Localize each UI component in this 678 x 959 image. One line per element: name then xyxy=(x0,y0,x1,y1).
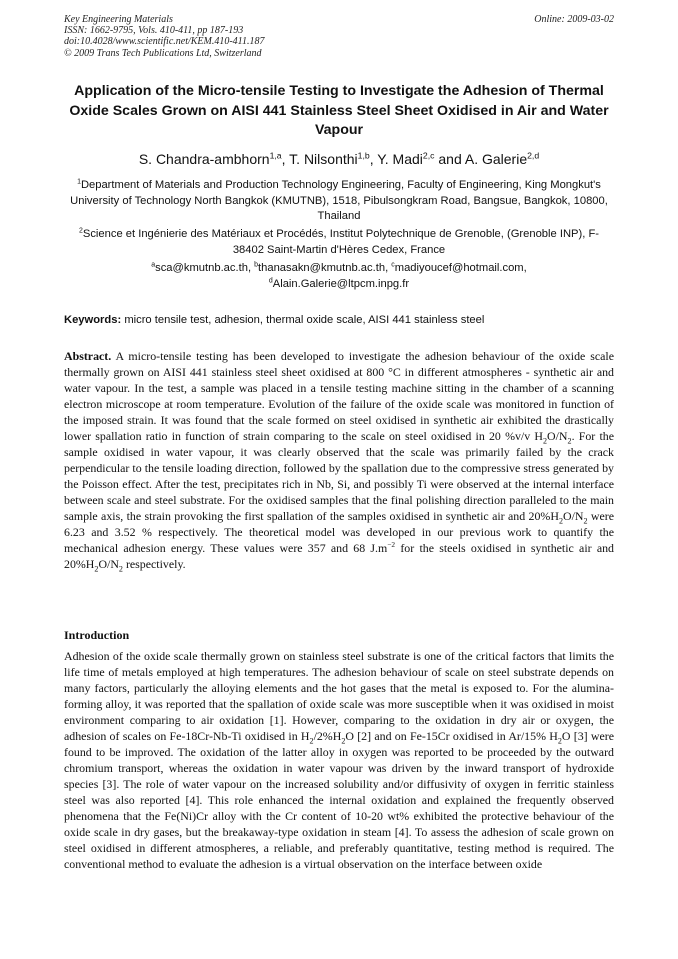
author-affiliation-mark: 1,b xyxy=(357,150,370,161)
author-name: A. Galerie xyxy=(464,151,528,167)
subscript: 2 xyxy=(558,516,563,526)
email-separator: , xyxy=(385,262,392,274)
author-separator: , xyxy=(281,151,290,167)
affiliation-1 xyxy=(64,178,614,225)
subscript: 2 xyxy=(309,736,314,746)
subscript: 2 xyxy=(567,436,572,446)
author-affiliation-mark: 2,d xyxy=(527,150,540,161)
affiliation-2 xyxy=(64,227,614,258)
copyright-line: © 2009 Trans Tech Publications Ltd, Switzerland xyxy=(64,47,262,59)
author-affiliation-mark: 2,c xyxy=(422,150,435,161)
abstract-text: O/N xyxy=(98,557,119,571)
online-date: Online: 2009-03-02 xyxy=(534,14,614,25)
author-name: S. Chandra-ambhorn xyxy=(138,151,270,167)
abstract-text: A micro-tensile testing has been developed to investigate the adhesion behaviour of the oxide scale thermally grown on AISI 441 stainless steel sheet oxidised at 800 °C in different atmospheres - synthetic air and water vapour. In the test, a sample was placed in a tensile testing machine sitting in the chamber of a scanning electron microscope at room temperature. Evolution of the failure of the oxide scale was monitored in function of the imposed strain. It was found that the scale formed on steel oxidised in synthetic air exhibited the drastically lower spallation ratio in function of strain comparing to the scale on steel oxidised in 20 %v/v H xyxy=(64,349,614,443)
author-separator: , xyxy=(369,151,378,167)
issn-line: ISSN: 1662-9795, Vols. 410-411, pp 187-193 xyxy=(64,25,244,37)
intro-text: Adhesion of the oxide scale thermally grown on stainless steel substrate is one of the critical factors that limits the life time of metals employed at high temperatures. The adhesion behaviour of scale on steel substrate depends on many factors, particularly the alloying elements and the hot gases that the metal is exposed to. For the alumina-forming alloy, it was reported that the spallation of oxide scale was more susceptible when it was oxidised in moist environment comparing to air oxidation [1]. However, comparing to the oxidation in dry air or oxygen, the adhesion of scales on Fe-18Cr-Nb-Ti oxidised in H xyxy=(64,649,614,743)
abstract-paragraph xyxy=(64,348,614,572)
intro-text: O [3] were found to be improved. The oxidation of the latter alloy in oxygen was reported to be proceeded by the outward chromium transport, whereas the oxidation in water vapour was driven by the inward transport of hydroxide species [3]. The role of water vapour on the increased solubility and/or diffusivity of oxygen in ferritic stainless steel was also reported [4]. This role enhanced the internal oxidation and explained the frequently observed phenomena that the Fe(Ni)Cr alloy with the Cr content of 10-20 wt% exhibited the protective behaviour of the oxide scale in dry gases, but the breakaway-type oxidation in steam [4]. To assess the adhesion of scale grown on steel oxidised in different atmospheres, a reliable, and preferably quantitative, testing method is required. The conventional method to evaluate the adhesion is a virtual observation on the interface between oxide xyxy=(64,729,614,871)
section-heading-introduction: Introduction xyxy=(64,628,130,642)
intro-text: O [2] and on Fe-15Cr oxidised in Ar/15% H xyxy=(345,729,558,743)
abstract-text: respectively. xyxy=(122,557,186,571)
intro-text: /2%H xyxy=(313,729,342,743)
email-link[interactable]: thanasakn@kmutnb.ac.th xyxy=(258,262,386,274)
email-mark: b xyxy=(254,261,259,269)
email-separator: , xyxy=(247,262,255,274)
introduction-paragraph xyxy=(64,648,614,872)
subscript: 2 xyxy=(542,436,548,446)
abstract-text: were 6.23 and 3.52 % respectively. The theoretical model was developed in our previous work to quantify the mechanical adhesion energy. These values were 357 and 68 J.m xyxy=(64,509,614,555)
email-link[interactable]: sca@kmutnb.ac.th xyxy=(155,262,248,274)
email-separator: , xyxy=(523,262,527,274)
keywords-label: Keywords: xyxy=(64,314,122,326)
subscript: 2 xyxy=(341,736,346,746)
affiliation-number: 1 xyxy=(77,178,81,186)
journal-name: Key Engineering Materials xyxy=(64,14,173,25)
email-mark: a xyxy=(151,261,156,269)
paper-title: Application of the Micro-tensile Testing to Investigate the Adhesion of Thermal Oxide Scales Grown on AISI 441 Stainless Steel Sheet Oxidised in Air and Water Vapour xyxy=(69,83,609,138)
affiliation-text: Science et Ingénierie des Matériaux et Procédés, Institut Polytechnique de Grenoble, (Grenoble INP), F-38402 Saint-Martin d'Hères Cedex, France xyxy=(82,228,599,256)
journal-header xyxy=(64,14,614,59)
email-mark: c xyxy=(391,261,395,269)
author-separator: and xyxy=(434,151,465,167)
affiliation-text: Department of Materials and Production Technology Engineering, Faculty of Engineering, King Mongkut's University of Technology North Bangkok (KMUTNB), 1518, Pibulsongkram Road, Bangsue, Bangkok, 10800, Thailand xyxy=(70,179,608,222)
email-link[interactable]: madiyoucef@hotmail.com xyxy=(394,262,524,274)
author-name: T. Nilsonthi xyxy=(289,151,358,167)
abstract-label: Abstract. xyxy=(64,349,112,363)
author-affiliation-mark: 1,a xyxy=(269,150,282,161)
subscript: 2 xyxy=(118,564,123,574)
abstract-text: for the steels oxidised in synthetic air and 20%H xyxy=(64,541,614,571)
superscript: −2 xyxy=(387,540,396,550)
author-name: Y. Madi xyxy=(377,151,423,167)
keywords-text: micro tensile test, adhesion, thermal oxide scale, AISI 441 stainless steel xyxy=(124,314,485,326)
doi-line: doi:10.4028/www.scientific.net/KEM.410-411.187 xyxy=(64,36,265,48)
subscript: 2 xyxy=(557,736,562,746)
subscript: 2 xyxy=(94,564,99,574)
affiliation-number: 2 xyxy=(79,227,83,235)
subscript: 2 xyxy=(583,516,588,526)
email-list xyxy=(64,261,614,292)
abstract-text: O/N xyxy=(562,509,584,523)
abstract-text: . For the sample oxidised in water vapour, it was clearly observed that the scale was primarily failed by the crack perpendicular to the tensile loading direction, followed by the spallation due to the compressive stress generated by the Poisson effect. After the test, precipitates rich in Nb, Si, and possibly Ti were observed at the internal interface between scale and steel substrate. For the oxidised samples that the final polishing direction paralleled to the main sample axis, the strain provoking the first spallation of the samples oxidised in synthetic air and 20%H xyxy=(64,429,614,523)
keywords-line xyxy=(64,313,614,328)
author-list xyxy=(64,150,614,168)
abstract-text: O/N xyxy=(547,429,568,443)
email-mark: d xyxy=(268,276,273,284)
email-link[interactable]: Alain.Galerie@ltpcm.inpg.fr xyxy=(272,277,410,290)
